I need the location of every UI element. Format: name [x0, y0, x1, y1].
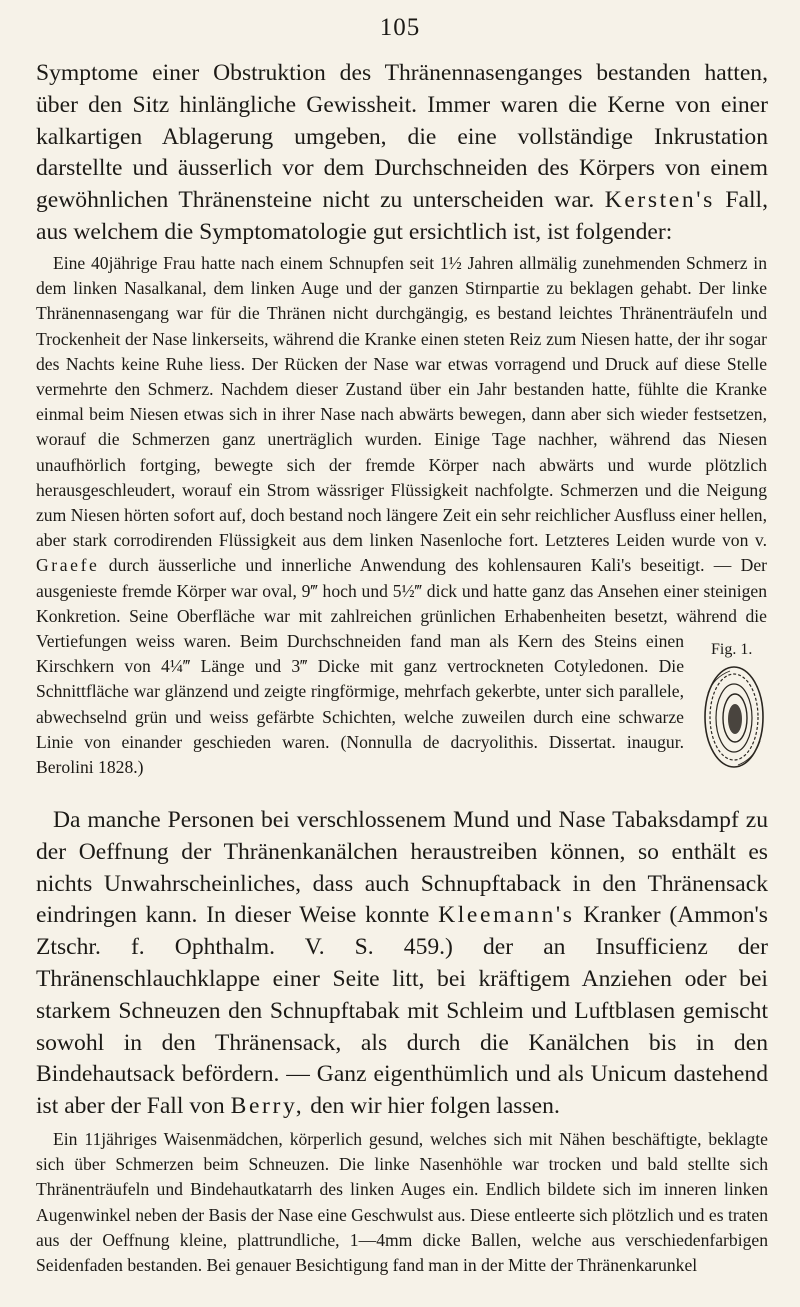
case1-continuation: durch äusserliche und innerliche Anwendung des kohlensauren Kali's beseitigt. — Der ausgenieste fremde Körper war oval, 9‴ hoch und 5½‴ dick und hatte ganz das Ansehen einer steinigen Konkretion. Seine Oberfläche war mit zahlreichen grünlichen Erhabenheiten besetzt, während die Vertiefungen weiss waren. Beim Durchschneiden fand man als Kern des Steins einen Kirschkern von 4¼‴ Länge und 3‴ Dicke mit ganz vertrockneten Cotyledonen. Die Schnittfläche war glänzend und zeigte ringförmige, mehrfach gekerbte, unter sich parallele, abwechselnd grün und weiss gefärbte Schichten, welche zuweilen durch eine schwarze Linie von einander geschieden waren. (Nonnulla de dacryolithis. Dissertat. inaugur. Berolini 1828.) — [36, 555, 767, 778]
author-name-kleemann: Kleemann's — [438, 902, 575, 929]
page-number: 105 — [379, 14, 421, 41]
main-paragraph-2 — [36, 805, 768, 1123]
case-report-2 — [36, 1127, 768, 1278]
case2-text: Ein 11jähriges Waisenmädchen, körperlich gesund, welches sich mit Nähen beschäftigte, beklagte sich über Schmerzen beim Schneuzen. Die linke Nasenhöhle war trocken und bald stellte sich Thränenträufeln und Bindehautkatarrh des linken Auges ein. Endlich bildete sich im inneren linken Augenwinkel neben der Basis der Nase eine Geschwulst aus. Diese entleerte sich plötzlich und es traten aus der Oeffnung kleine, plattrundliche, 1—4mm dicke Ballen, welche aus verschiedenfarbigen Seidenfaden bestanden. Bei genauer Besichtigung fand man in der Mitte der Thränenkarunkel — [36, 1129, 768, 1276]
main2-text-b: Kranker (Ammon's Ztschr. f. Ophthalm. V. S. 459.) der an Insufficienz der Thränenschlauchklappe einer Seite litt, bei kräftigem Anziehen oder bei starkem Schneuzen den Schnupftabak mit Schleim und Luftblasen gemischt sowohl in den Thränensack, als durch die Kanälchen bis in den Bindehautsack befördern. — Ganz eigenthümlich und als Unicum dastehend ist aber der Fall von — [36, 902, 768, 1120]
cross-section-of-stone-icon — [702, 663, 766, 771]
intro-paragraph — [36, 58, 768, 249]
author-name-graefe: Graefe — [36, 555, 100, 576]
main2-text-a: Da manche Personen bei verschlossenem Mund und Nase Tabaksdampf zu der Oeffnung der Thränenkanälchen heraustreiben können, so enthält es nichts Unwahrscheinliches, dass auch Schnupftaback in den Thränensack eindringen kann. In dieser Weise konnte — [36, 807, 768, 929]
author-name-kersten: Kersten's — [604, 187, 715, 214]
author-name-berry: Berry, — [230, 1093, 305, 1120]
case-report-1 — [36, 251, 768, 801]
intro-text: Symptome einer Obstruktion des Thränennasenganges bestanden hatten, über den Sitz hinlängliche Gewissheit. Immer waren die Kerne von einer kalkartigen Ablagerung umgeben, die eine vollständige Inkrustation darstellte und äusserlich vor dem Durchschneiden des Körpers von einem gewöhnlichen Thränensteine nicht zu unterscheiden war. — [36, 60, 768, 214]
case1-text: Eine 40jährige Frau hatte nach einem Schnupfen seit 1½ Jahren allmälig zunehmenden Schmerz in dem linken Nasalkanal, dem linken Auge und der ganzen Stirnpartie zu beklagen gehabt. Der linke Thränennasengang war für die Thränen nicht durchgängig, es bestand leichtes Thränenträufeln und Trockenheit der Nase linkerseits, während die Kranke einen steten Reiz zum Niesen hatte, der ihr sogar des Nachts keine Ruhe liess. Der Rücken der Nase war etwas vorragend und Druck auf diese Stelle vermehrte den Schmerz. Nachdem dieser Zustand über ein Jahr bestanden hatte, fühlte die Kranke einmal beim Niesen etwas sich in ihrer Nase nach abwärts bewegen, dann aber sich wieder festsetzen, worauf die Schmerzen ganz unerträglich wurden. Einige Tage nachher, während das Niesen unaufhörlich fortging, bewegte sich der fremde Körper nach abwärts und wurde plötzlich herausgeschleudert, worauf ein Strom wässriger Flüssigkeit nachfolgte. Schmerzen und die Neigung zum Niesen hörten sofort auf, doch bestand noch längere Zeit ein sehr reichlicher Ausfluss einer hellen, aber stark corrodirenden Flüssigkeit aus dem linken Nasenloche fort. Letzteres Leiden wurde von v. — [36, 253, 767, 551]
main2-text-c: den wir hier folgen lassen. — [310, 1093, 560, 1120]
figure-1 — [694, 637, 768, 797]
intro-end-text: Fall, aus welchem die Symptomatologie gut ersichtlich ist, ist folgender: — [36, 187, 768, 245]
figure-label: Fig. 1. — [711, 641, 753, 658]
